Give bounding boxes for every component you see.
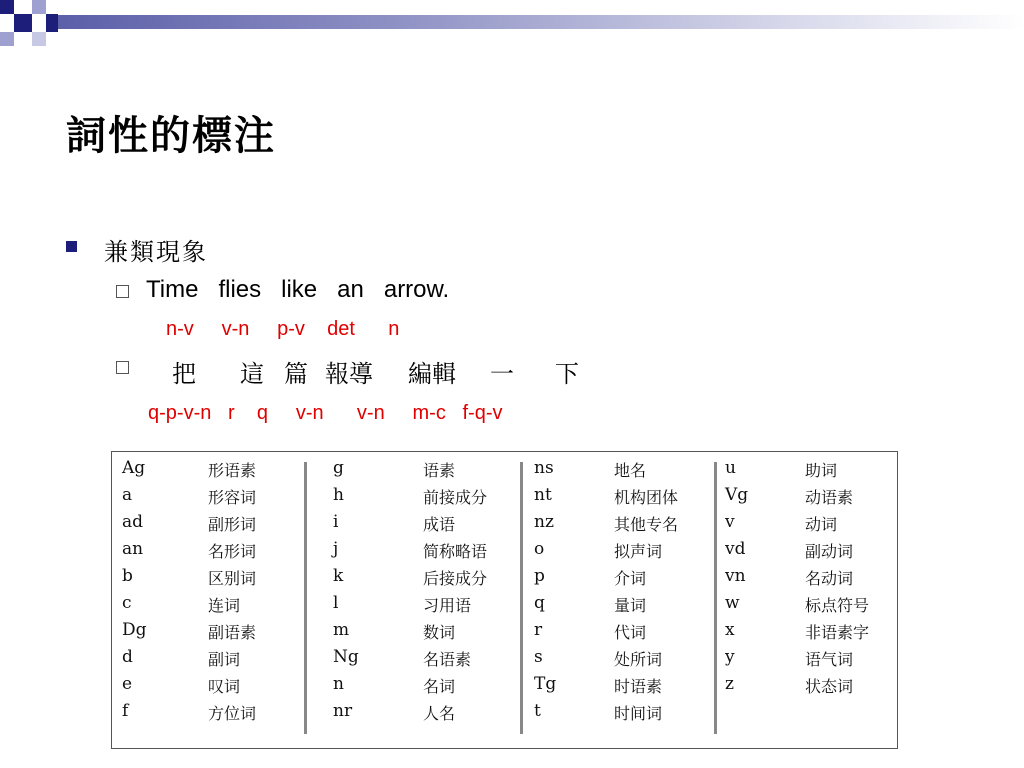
pos-code: a [122, 485, 133, 505]
pos-code: i [333, 512, 339, 532]
pos-description: 习用语 [423, 596, 472, 615]
pos-code: nz [534, 512, 554, 532]
decorative-square [46, 14, 58, 32]
pos-description: 时语素 [614, 677, 663, 696]
pos-description: 副动词 [805, 542, 854, 561]
pos-description: 时间词 [614, 704, 663, 723]
pos-description: 动词 [805, 515, 838, 534]
pos-code: e [122, 674, 133, 694]
pos-description: 介词 [614, 569, 647, 588]
pos-description: 数词 [423, 623, 456, 642]
pos-description: 处所词 [614, 650, 663, 669]
pos-description: 后接成分 [423, 569, 488, 588]
decorative-square [14, 14, 32, 32]
bullet-square-icon [66, 241, 77, 252]
bullet-heading: 兼類現象 [104, 238, 208, 266]
pos-code: y [725, 647, 735, 667]
pos-description: 形容词 [208, 488, 257, 507]
page-title: 詞性的標注 [66, 112, 276, 159]
column-divider [520, 462, 523, 734]
pos-code: x [725, 620, 735, 640]
pos-code: h [333, 485, 344, 505]
pos-description: 名语素 [423, 650, 472, 669]
decorative-square [32, 0, 46, 14]
pos-code: Ng [333, 647, 359, 667]
pos-description: 名词 [423, 677, 456, 696]
pos-description: 动语素 [805, 488, 854, 507]
pos-code: n [333, 674, 344, 694]
pos-description: 副语素 [208, 623, 257, 642]
pos-description: 非语素字 [805, 623, 870, 642]
pos-description: 其他专名 [614, 515, 679, 534]
pos-code: g [333, 458, 344, 478]
pos-description: 前接成分 [423, 488, 488, 507]
pos-description: 区别词 [208, 569, 257, 588]
pos-code: t [534, 701, 541, 721]
pos-code: vn [725, 566, 746, 586]
pos-code: an [122, 539, 144, 559]
pos-description: 机构团体 [614, 488, 679, 507]
pos-description: 代词 [614, 623, 647, 642]
pos-code: d [122, 647, 133, 667]
pos-tag-table [111, 451, 898, 749]
chinese-token: 這 [240, 360, 264, 388]
pos-description: 名形词 [208, 542, 257, 561]
pos-code: b [122, 566, 133, 586]
hollow-square-icon [116, 361, 129, 374]
pos-code: Ag [122, 458, 146, 478]
pos-description: 人名 [423, 704, 456, 723]
pos-code: o [534, 539, 545, 559]
pos-code: l [333, 593, 339, 613]
decorative-square [32, 32, 46, 46]
hollow-square-icon [116, 285, 129, 298]
column-divider [304, 462, 307, 734]
pos-code: q [534, 593, 545, 613]
pos-description: 形语素 [208, 461, 257, 480]
pos-description: 地名 [614, 461, 647, 480]
pos-description: 成语 [423, 515, 456, 534]
pos-tags-english: n-v v-n p-v det n [166, 318, 400, 340]
pos-code: Tg [534, 674, 557, 694]
pos-code: Dg [122, 620, 147, 640]
pos-description: 叹词 [208, 677, 241, 696]
chinese-token: 下 [555, 360, 579, 388]
chinese-token: 編輯 [408, 360, 456, 388]
chinese-token: 篇 [284, 360, 308, 388]
pos-code: c [122, 593, 132, 613]
header-gradient-bar [58, 15, 1024, 29]
pos-description: 标点符号 [805, 596, 870, 615]
pos-description: 方位词 [208, 704, 257, 723]
pos-description: 名动词 [805, 569, 854, 588]
chinese-token: 報導 [325, 360, 373, 388]
pos-code: s [534, 647, 543, 667]
pos-code: k [333, 566, 344, 586]
pos-code: ns [534, 458, 554, 478]
pos-description: 语气词 [805, 650, 854, 669]
pos-code: m [333, 620, 350, 640]
pos-description: 副形词 [208, 515, 257, 534]
pos-description: 连词 [208, 596, 241, 615]
decorative-square [0, 32, 14, 46]
pos-code: w [725, 593, 740, 613]
example-sentence-english: Time flies like an arrow. [146, 276, 450, 303]
pos-code: p [534, 566, 545, 586]
pos-code: j [333, 539, 339, 559]
chinese-token: 一 [490, 360, 514, 388]
pos-code: ad [122, 512, 144, 532]
pos-code: Vg [725, 485, 749, 505]
pos-code: z [725, 674, 734, 694]
pos-code: v [725, 512, 735, 532]
pos-description: 量词 [614, 596, 647, 615]
pos-code: f [122, 701, 129, 721]
pos-description: 状态词 [805, 677, 854, 696]
pos-code: vd [725, 539, 746, 559]
pos-code: u [725, 458, 736, 478]
pos-description: 拟声词 [614, 542, 663, 561]
pos-description: 助词 [805, 461, 838, 480]
pos-code: nt [534, 485, 552, 505]
pos-description: 副词 [208, 650, 241, 669]
decorative-square [0, 0, 14, 14]
pos-code: nr [333, 701, 353, 721]
column-divider [714, 462, 717, 734]
pos-description: 简称略语 [423, 542, 488, 561]
pos-code: r [534, 620, 543, 640]
pos-description: 语素 [423, 461, 456, 480]
pos-tags-chinese: q-p-v-n r q v-n v-n m-c f-q-v [148, 402, 503, 424]
chinese-token: 把 [172, 360, 196, 388]
